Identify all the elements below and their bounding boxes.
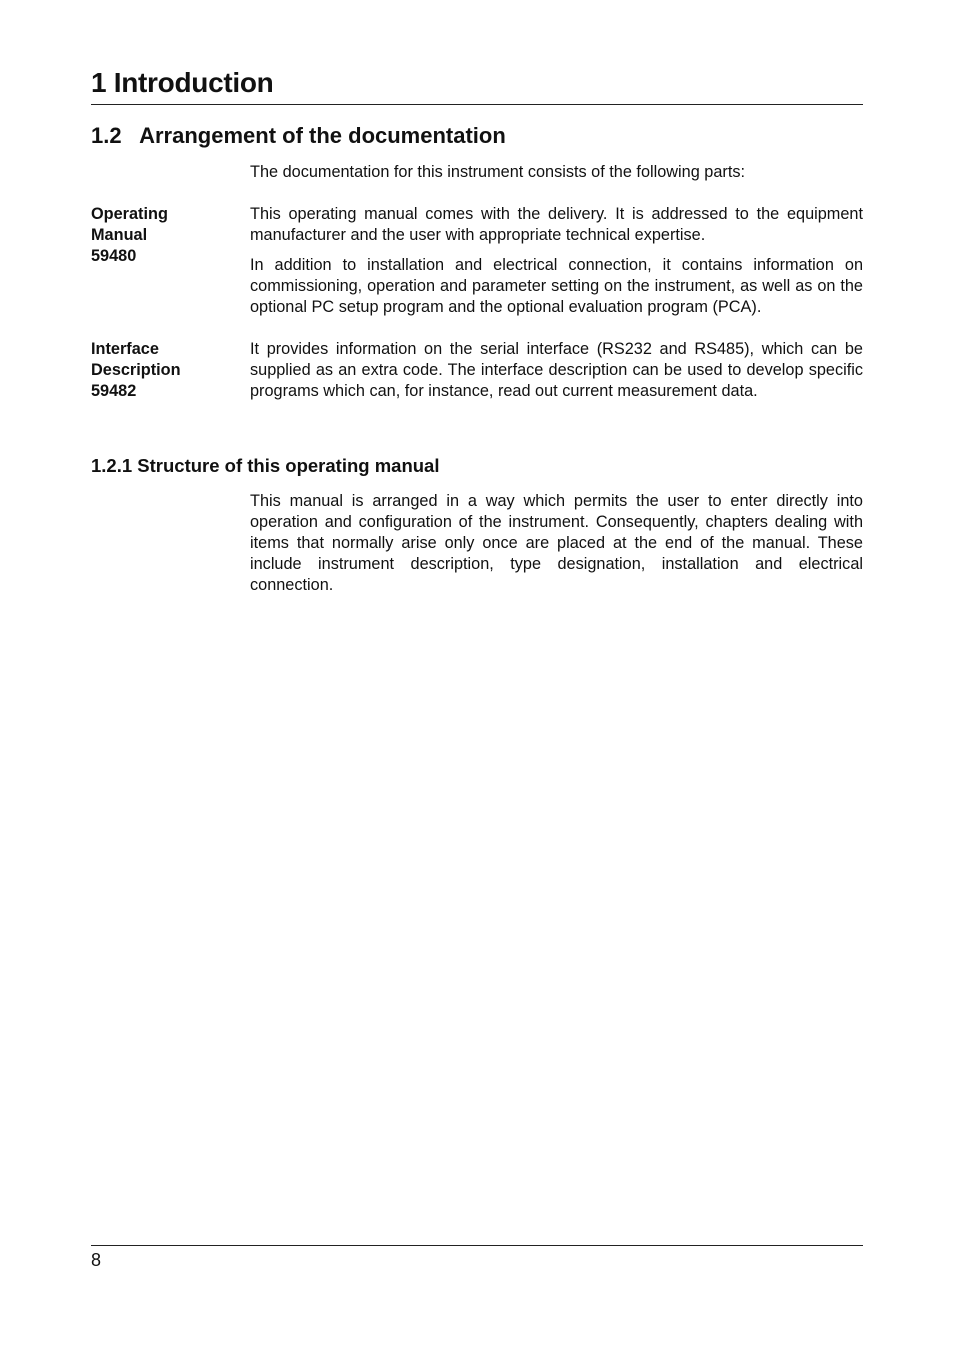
operating-manual-paragraph: This operating manual comes with the delivery. It is addressed to the equipment manufacturer and the user with appropriate technical expertise. — [250, 205, 863, 244]
subsection-title: 1.2.1 Structure of this operating manual — [91, 455, 440, 476]
operating-manual-label — [91, 204, 241, 267]
label-line: Manual — [91, 226, 148, 244]
section-intro: The documentation for this instrument consists of the following parts: — [250, 163, 746, 181]
interface-description-paragraph: It provides information on the serial interface (RS232 and RS485), which can be supplied as an extra code. The interface description can be used to develop specific programs which can, for instance, read out current measurement data. — [250, 340, 863, 400]
section-title: 1.2 Arrangement of the documentation — [91, 123, 506, 148]
page-header — [91, 66, 863, 105]
label-number: 59480 — [91, 247, 137, 265]
interface-description-label — [91, 339, 241, 402]
chapter-title: 1 Introduction — [91, 67, 274, 98]
subsection-paragraph: This manual is arranged in a way which permits the user to enter directly into operation and configuration of the instrument. Consequently, chapters dealing with items that normally arise only once are placed at the end of the manual. These include instrument description, type designation, installation and electrical connection. — [250, 492, 863, 594]
operating-manual-paragraph: In addition to installation and electrical connection, it contains information on commissioning, operation and parameter setting on the instrument, as well as on the optional PC setup program and the optional evaluation program (PCA). — [250, 256, 863, 316]
label-number: 59482 — [91, 382, 137, 400]
label-line: Description — [91, 361, 181, 379]
page-number: 8 — [91, 1250, 102, 1270]
label-line: Operating — [91, 205, 168, 223]
label-line: Interface — [91, 340, 159, 358]
page-footer — [91, 1245, 863, 1271]
